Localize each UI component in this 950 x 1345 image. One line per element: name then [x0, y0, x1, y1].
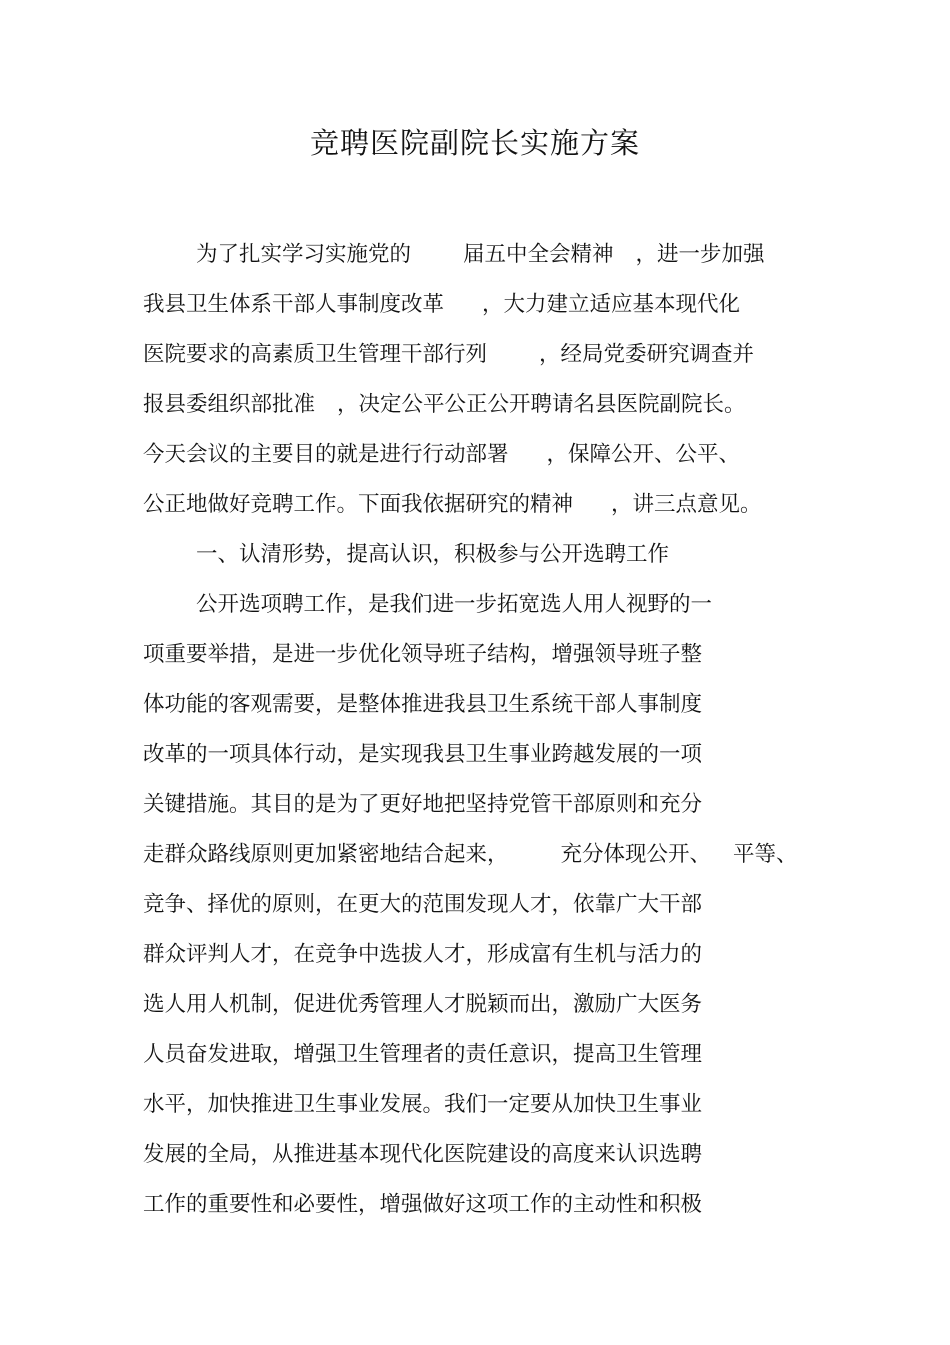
text-segment: ，进一步加强 [635, 242, 765, 267]
text-segment: ，保障公开、公平、 [546, 442, 741, 467]
text-line-16: 选人用人机制，促进优秀管理人才脱颖而出，激励广大医务 [143, 992, 703, 1017]
text-segment: ，经局党委研究调查并 [539, 342, 755, 367]
text-segment: 走群众路线原则更加紧密地结合起来， [143, 842, 509, 867]
text-segment: 医院要求的高素质卫生管理干部行列 [143, 342, 488, 367]
text-line-12: 关键措施。其目的是为了更好地把坚持党管干部原则和充分 [143, 792, 703, 817]
text-line-5 [143, 440, 740, 470]
document-title: 竞聘医院副院长实施方案 [309, 126, 640, 160]
text-line-18: 水平，加快推进卫生事业发展。我们一定要从加快卫生事业 [143, 1092, 703, 1117]
text-line-17: 人员奋发进取，增强卫生管理者的责任意识，提高卫生管理 [143, 1042, 703, 1067]
text-segment: 充分体现公开、 [560, 842, 712, 867]
text-line-2 [143, 290, 740, 320]
text-segment: ，大力建立适应基本现代化 [482, 292, 741, 317]
text-line-13 [143, 840, 798, 870]
text-line-6 [143, 490, 762, 520]
text-segment: 为了扎实学习实施党的 [196, 242, 412, 267]
text-segment: 公正地做好竞聘工作。下面我依据研究的精神 [143, 492, 574, 517]
text-segment: 报县委组织部批准 [143, 392, 316, 417]
text-line-1 [196, 240, 765, 270]
text-segment: 今天会议的主要目的就是进行行动部署 [143, 442, 509, 467]
text-line-14: 竞争、择优的原则，在更大的范围发现人才，依靠广大干部 [143, 892, 703, 917]
text-line-19: 发展的全局，从推进基本现代化医院建设的高度来认识选聘 [143, 1142, 703, 1167]
text-line-11: 改革的一项具体行动，是实现我县卫生事业跨越发展的一项 [143, 742, 703, 767]
text-line-9: 项重要举措，是进一步优化领导班子结构，增强领导班子整 [143, 642, 703, 667]
text-segment: 届五中全会精神 [463, 242, 614, 267]
text-line-3 [143, 340, 754, 370]
text-segment: 我县卫生体系干部人事制度改革 [143, 292, 445, 317]
text-line-20: 工作的重要性和必要性，增强做好这项工作的主动性和积极 [143, 1192, 703, 1217]
text-line-8: 公开选项聘工作，是我们进一步拓宽选人用人视野的一 [196, 592, 713, 617]
text-line-15: 群众评判人才，在竞争中选拔人才，形成富有生机与活力的 [143, 942, 703, 967]
section-heading-1: 一、认清形势，提高认识，积极参与公开选聘工作 [196, 542, 670, 567]
text-line-4 [143, 390, 746, 420]
text-segment: ，决定公平公正公开聘请名县医院副院长。 [337, 392, 746, 417]
text-line-10: 体功能的客观需要，是整体推进我县卫生系统干部人事制度 [143, 692, 703, 717]
text-segment: 平等、 [733, 842, 798, 867]
text-segment: ，讲三点意见。 [611, 492, 762, 517]
